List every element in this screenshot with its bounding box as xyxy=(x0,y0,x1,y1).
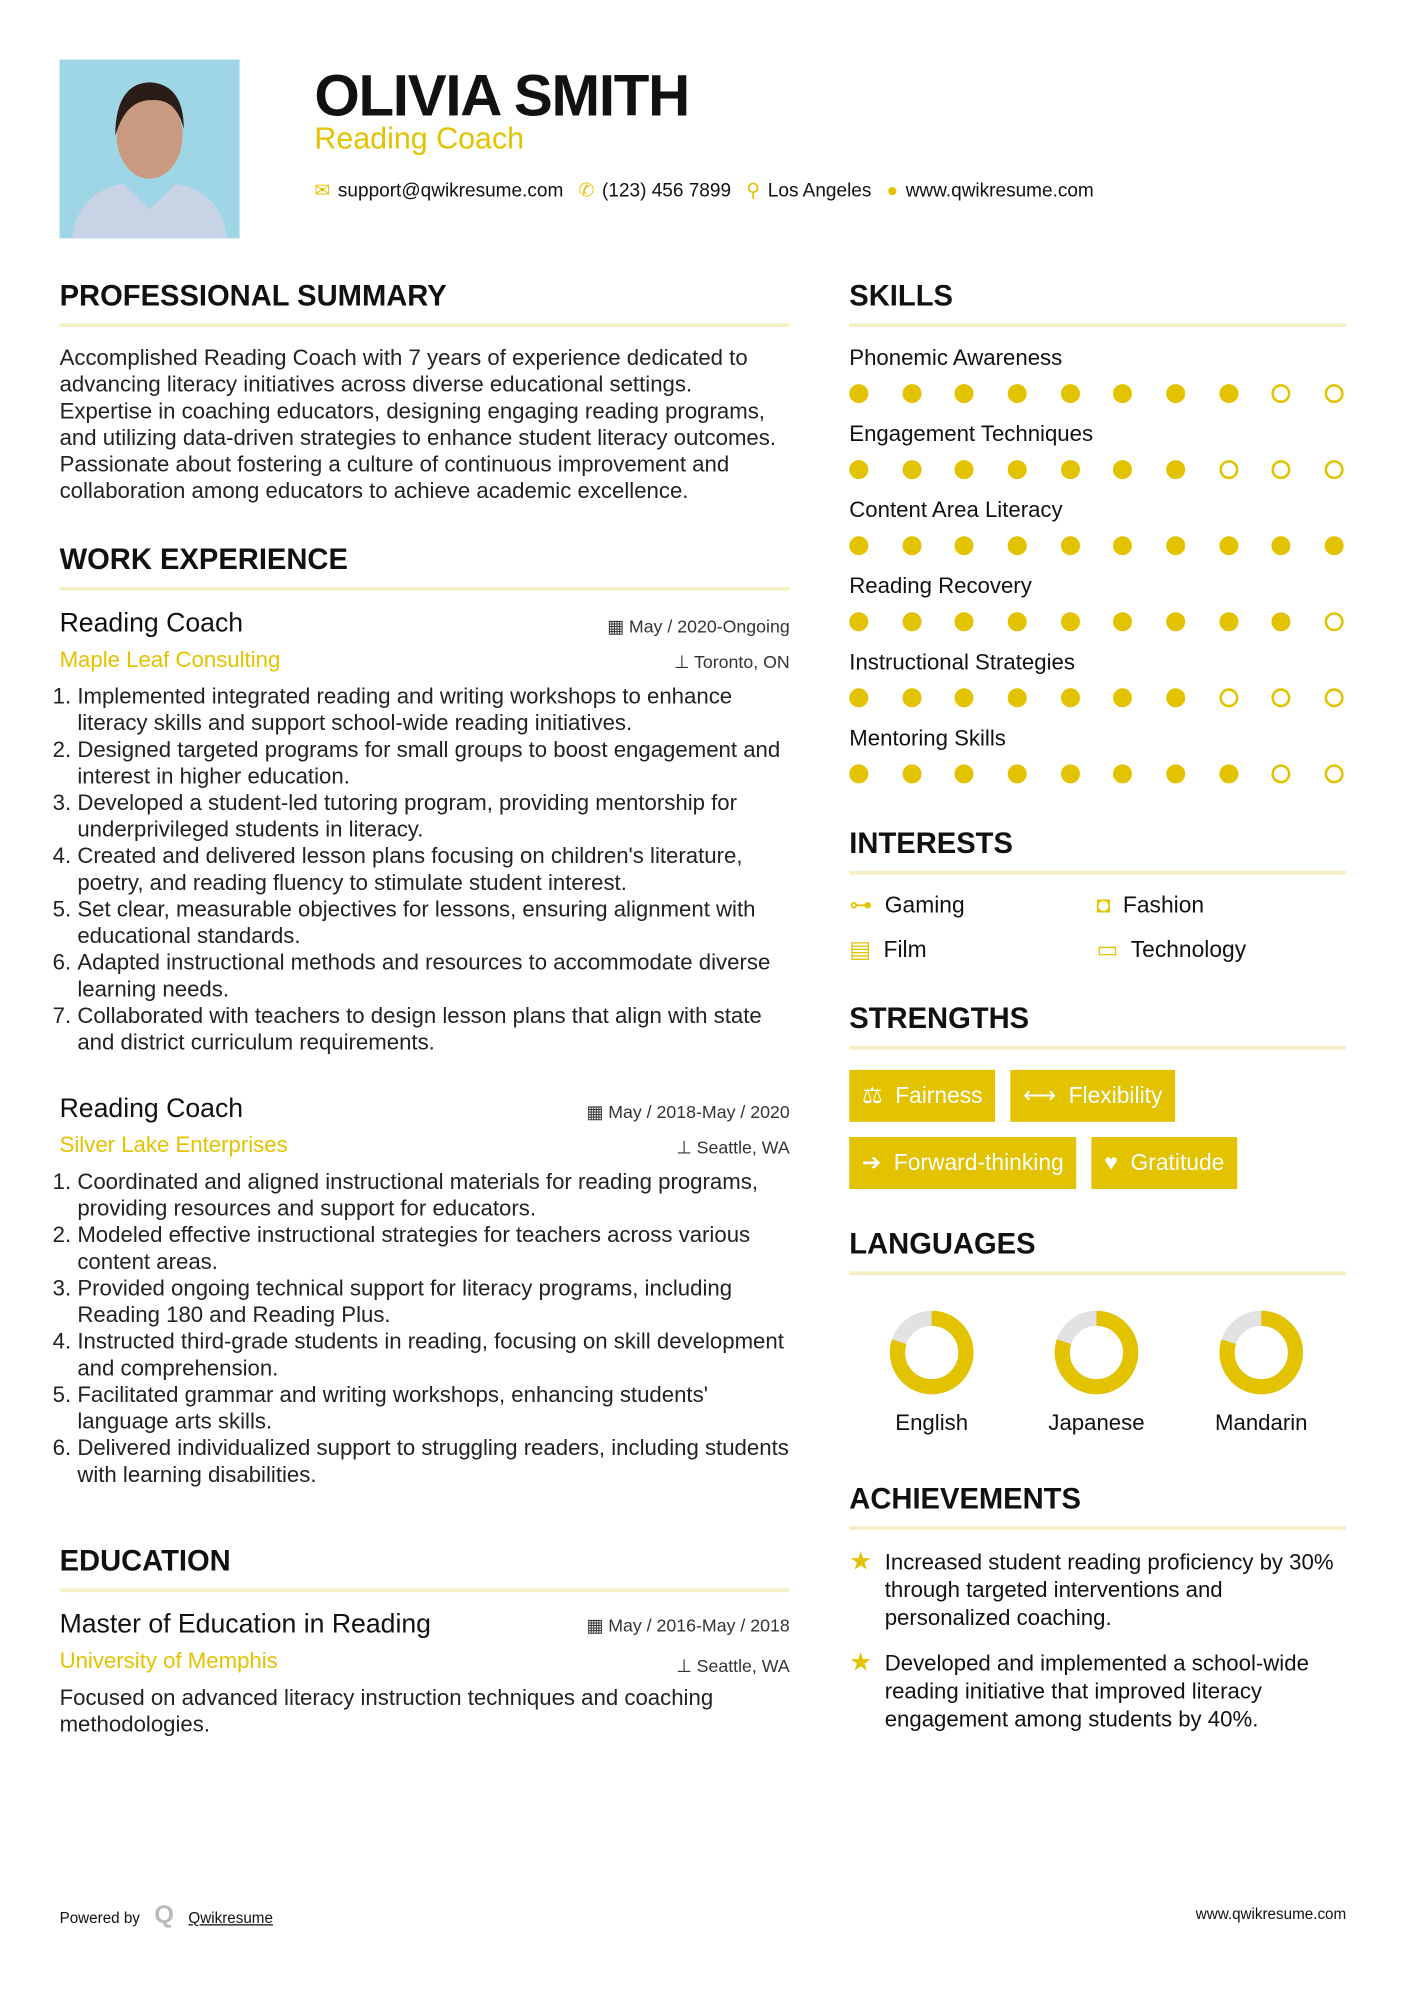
bullet: 6. Adapted instructional methods and resources to accommodate diverse learning needs. xyxy=(77,949,789,1002)
section-heading: EDUCATION xyxy=(60,1544,790,1592)
film-icon: ▤ xyxy=(849,936,871,963)
scale-icon: ⚖ xyxy=(861,1082,883,1108)
skill-name: Engagement Techniques xyxy=(849,420,1094,447)
bullet: 4. Created and delivered lesson plans focusing on children's literature, poetry, and reading fluency to stimulate student interest. xyxy=(77,843,789,896)
interest-gaming: ⊶ Gaming xyxy=(849,892,965,918)
bullet: 6. Delivered individualized support to struggling readers, including students with learning disabilities. xyxy=(77,1435,789,1488)
edu-dates: ▦ May / 2016-May / 2018 xyxy=(586,1614,790,1636)
interest-film: ▤ Film xyxy=(849,936,927,963)
laptop-icon: ▭ xyxy=(1096,936,1119,963)
rating-dot xyxy=(1008,384,1027,403)
job-entry xyxy=(60,1094,790,1488)
rating-dot xyxy=(1272,384,1291,403)
gamepad-icon: ⊶ xyxy=(849,892,873,918)
skill-item xyxy=(849,725,1346,783)
bullet: 1. Coordinated and aligned instructional materials for reading programs, providing resources and support for educators. xyxy=(77,1169,789,1222)
rating-dot xyxy=(849,536,868,555)
rating-dot xyxy=(1061,688,1080,707)
interest-technology: ▭ Technology xyxy=(1096,936,1247,963)
achievements-section xyxy=(849,1482,1346,1733)
bullet: 4. Instructed third-grade students in reading, focusing on skill development and comprehension. xyxy=(77,1328,789,1381)
rating-dot xyxy=(1219,536,1238,555)
language-item xyxy=(1014,1308,1179,1436)
rating-dot xyxy=(1166,612,1185,631)
rating-dot xyxy=(1008,612,1027,631)
skill-name: Reading Recovery xyxy=(849,572,1032,599)
rating-dot xyxy=(1325,536,1344,555)
skill-item xyxy=(849,649,1346,707)
languages-section xyxy=(849,1227,1346,1436)
job-entry xyxy=(60,608,790,1055)
summary-text: Accomplished Reading Coach with 7 years of experience dedicated to advancing literacy initiatives across diverse educational settings. Expertise in coaching educators, designing engaging reading programs, and utilizing data-driven strategies to enhance student literacy outcomes. Passionate about fostering a culture of continuous improvement and collaboration among educators to achieve academic excellence. xyxy=(59,344,777,504)
skill-item xyxy=(849,573,1346,631)
language-name: Japanese xyxy=(1048,1409,1145,1435)
brand-link[interactable]: Qwikresume xyxy=(188,1909,273,1927)
rating-dot xyxy=(1008,764,1027,783)
skill-name: Content Area Literacy xyxy=(849,496,1063,523)
skill-rating xyxy=(849,460,1346,479)
edu-location: ⊥ Seattle, WA xyxy=(676,1655,790,1676)
rating-dot xyxy=(1219,764,1238,783)
language-donut xyxy=(1052,1308,1141,1397)
job-location: ⊥ Seattle, WA xyxy=(676,1137,790,1158)
interest-fashion: ◘ Fashion xyxy=(1096,892,1205,918)
education-entry xyxy=(60,1610,790,1738)
candidate-title: Reading Coach xyxy=(314,121,525,156)
pin-icon: ⊥ xyxy=(673,651,690,672)
rating-dot xyxy=(1113,536,1132,555)
rating-dot xyxy=(849,460,868,479)
strength-tag: ➔ Forward-thinking xyxy=(849,1137,1076,1189)
section-heading: ACHIEVEMENTS xyxy=(849,1482,1346,1530)
bullet: 5. Facilitated grammar and writing workshops, enhancing students' language arts skills. xyxy=(77,1382,789,1435)
skill-rating xyxy=(849,764,1346,783)
strengths-section xyxy=(849,1001,1346,1189)
rating-dot xyxy=(1061,764,1080,783)
rating-dot xyxy=(1272,536,1291,555)
rating-dot xyxy=(1272,612,1291,631)
left-column xyxy=(60,279,790,1738)
bullet: 2. Designed targeted programs for small groups to boost engagement and interest in higher education. xyxy=(77,736,789,789)
language-item xyxy=(1179,1308,1344,1436)
rating-dot xyxy=(1113,612,1132,631)
rating-dot xyxy=(1113,460,1132,479)
star-icon: ★ xyxy=(849,1547,873,1576)
rating-dot xyxy=(849,688,868,707)
bullet: 7. Collaborated with teachers to design lesson plans that align with state and district curriculum requirements. xyxy=(77,1003,789,1056)
right-column xyxy=(849,279,1346,1733)
work-section xyxy=(60,543,790,1489)
candidate-name: OLIVIA SMITH xyxy=(314,62,689,129)
rating-dot xyxy=(1166,460,1185,479)
rating-dot xyxy=(1325,384,1344,403)
bullet: 2. Modeled effective instructional strategies for teachers across various content areas. xyxy=(77,1222,789,1275)
bullet: 3. Provided ongoing technical support for literacy programs, including Reading 180 and Reading Plus. xyxy=(77,1275,789,1328)
profile-photo xyxy=(60,60,240,239)
interests-section xyxy=(849,826,1346,963)
job-bullets xyxy=(60,1169,790,1488)
skill-item xyxy=(849,497,1346,555)
rating-dot xyxy=(1166,536,1185,555)
rating-dot xyxy=(849,612,868,631)
skill-rating xyxy=(849,536,1346,555)
skill-item xyxy=(849,345,1346,403)
school: University of Memphis xyxy=(59,1647,278,1674)
company: Maple Leaf Consulting xyxy=(59,646,281,672)
degree: Master of Education in Reading xyxy=(59,1609,432,1640)
rating-dot xyxy=(902,764,921,783)
strength-tag: ⚖ Fairness xyxy=(849,1070,995,1122)
rating-dot xyxy=(1061,536,1080,555)
rating-dot xyxy=(1113,764,1132,783)
globe-icon: ● xyxy=(886,179,899,201)
job-dates: ▦ May / 2018-May / 2020 xyxy=(586,1101,790,1122)
rating-dot xyxy=(902,612,921,631)
strength-tag: ♥ Gratitude xyxy=(1092,1137,1237,1189)
pin-icon: ⊥ xyxy=(676,1137,692,1158)
contact-bar xyxy=(314,179,1093,202)
rating-dot xyxy=(1008,688,1027,707)
rating-dot xyxy=(1061,384,1080,403)
skill-item xyxy=(849,421,1346,479)
rating-dot xyxy=(1272,764,1291,783)
language-donut xyxy=(1217,1308,1306,1397)
rating-dot xyxy=(1061,612,1080,631)
phone-text: (123) 456 7899 xyxy=(602,179,732,202)
language-name: Mandarin xyxy=(1215,1409,1308,1435)
phone-icon: ✆ xyxy=(578,179,595,202)
skill-rating xyxy=(849,688,1346,707)
rating-dot xyxy=(1219,688,1238,707)
rating-dot xyxy=(1166,764,1185,783)
rating-dot xyxy=(849,764,868,783)
rating-dot xyxy=(1113,384,1132,403)
map-pin-icon: ⚲ xyxy=(746,179,761,202)
rating-dot xyxy=(1272,688,1291,707)
rating-dot xyxy=(955,612,974,631)
rating-dot xyxy=(902,384,921,403)
email-link[interactable]: support@qwikresume.com xyxy=(337,179,564,202)
language-name: English xyxy=(895,1409,969,1435)
star-icon: ★ xyxy=(849,1649,873,1678)
rating-dot xyxy=(1166,384,1185,403)
section-heading: SKILLS xyxy=(849,279,1346,327)
bullet: 1. Implemented integrated reading and writing workshops to enhance literacy skills and support school-wide reading initiatives. xyxy=(77,683,789,736)
rating-dot xyxy=(902,536,921,555)
skill-name: Phonemic Awareness xyxy=(849,344,1063,371)
section-heading: LANGUAGES xyxy=(849,1227,1346,1275)
rating-dot xyxy=(1008,536,1027,555)
rating-dot xyxy=(1061,460,1080,479)
section-heading: INTERESTS xyxy=(849,826,1346,874)
website-link[interactable]: www.qwikresume.com xyxy=(905,179,1094,201)
language-item xyxy=(849,1308,1014,1436)
rating-dot xyxy=(1325,688,1344,707)
rating-dot xyxy=(1219,384,1238,403)
company: Silver Lake Enterprises xyxy=(59,1131,288,1158)
rating-dot xyxy=(955,764,974,783)
rating-dot xyxy=(1113,688,1132,707)
rating-dot xyxy=(902,688,921,707)
qwikresume-logo-icon: Q xyxy=(154,1901,175,1930)
section-heading: WORK EXPERIENCE xyxy=(60,543,790,591)
rating-dot xyxy=(955,536,974,555)
skills-section xyxy=(849,279,1346,784)
rating-dot xyxy=(1325,612,1344,631)
bullet: 5. Set clear, measurable objectives for lessons, ensuring alignment with educational standards. xyxy=(77,896,789,949)
skill-name: Mentoring Skills xyxy=(849,725,1006,751)
skill-rating xyxy=(849,612,1346,631)
footer-site[interactable]: www.qwikresume.com xyxy=(1195,1905,1347,1923)
job-dates: ▦ May / 2020-Ongoing xyxy=(607,616,790,637)
skill-rating xyxy=(849,384,1346,403)
section-heading: PROFESSIONAL SUMMARY xyxy=(60,279,790,327)
rating-dot xyxy=(1219,612,1238,631)
footer-powered: Powered by Q Qwikresume xyxy=(59,1901,273,1930)
location-text: Los Angeles xyxy=(767,179,872,202)
job-title: Reading Coach xyxy=(59,1093,244,1124)
rating-dot xyxy=(902,460,921,479)
language-donut xyxy=(887,1308,976,1397)
rating-dot xyxy=(1325,764,1344,783)
strength-tag: ⟷ Flexibility xyxy=(1010,1070,1175,1122)
skill-name: Instructional Strategies xyxy=(849,649,1075,675)
arrows-icon: ⟷ xyxy=(1023,1082,1056,1108)
achievement-item: ★ Developed and implemented a school-wide reading initiative that improved literacy engagement among students by 40%. xyxy=(849,1649,1309,1732)
job-title: Reading Coach xyxy=(59,608,244,638)
envelope-icon: ✉ xyxy=(314,179,331,202)
edu-description: Focused on advanced literacy instruction techniques and coaching methodologies. xyxy=(59,1684,714,1737)
rating-dot xyxy=(1008,460,1027,479)
job-bullets xyxy=(60,683,790,1056)
rating-dot xyxy=(955,384,974,403)
rating-dot xyxy=(955,688,974,707)
rating-dot xyxy=(1325,460,1344,479)
summary-section xyxy=(60,279,790,505)
heart-icon: ♥ xyxy=(1104,1149,1118,1176)
job-location: ⊥ Toronto, ON xyxy=(673,651,790,672)
achievement-item: ★ Increased student reading proficiency by 30% through targeted interventions and personalized coaching. xyxy=(849,1547,1334,1631)
arrow-right-icon: ➔ xyxy=(861,1149,882,1176)
rating-dot xyxy=(1219,460,1238,479)
rating-dot xyxy=(1272,460,1291,479)
rating-dot xyxy=(1166,688,1185,707)
rating-dot xyxy=(955,460,974,479)
section-heading: STRENGTHS xyxy=(849,1001,1346,1049)
bag-icon: ◘ xyxy=(1096,892,1111,918)
calendar-icon: ▦ xyxy=(607,616,624,637)
bullet: 3. Developed a student-led tutoring program, providing mentorship for underprivileged students in literacy. xyxy=(77,790,789,843)
education-section xyxy=(60,1544,790,1738)
calendar-icon: ▦ xyxy=(586,1101,604,1122)
rating-dot xyxy=(849,384,868,403)
